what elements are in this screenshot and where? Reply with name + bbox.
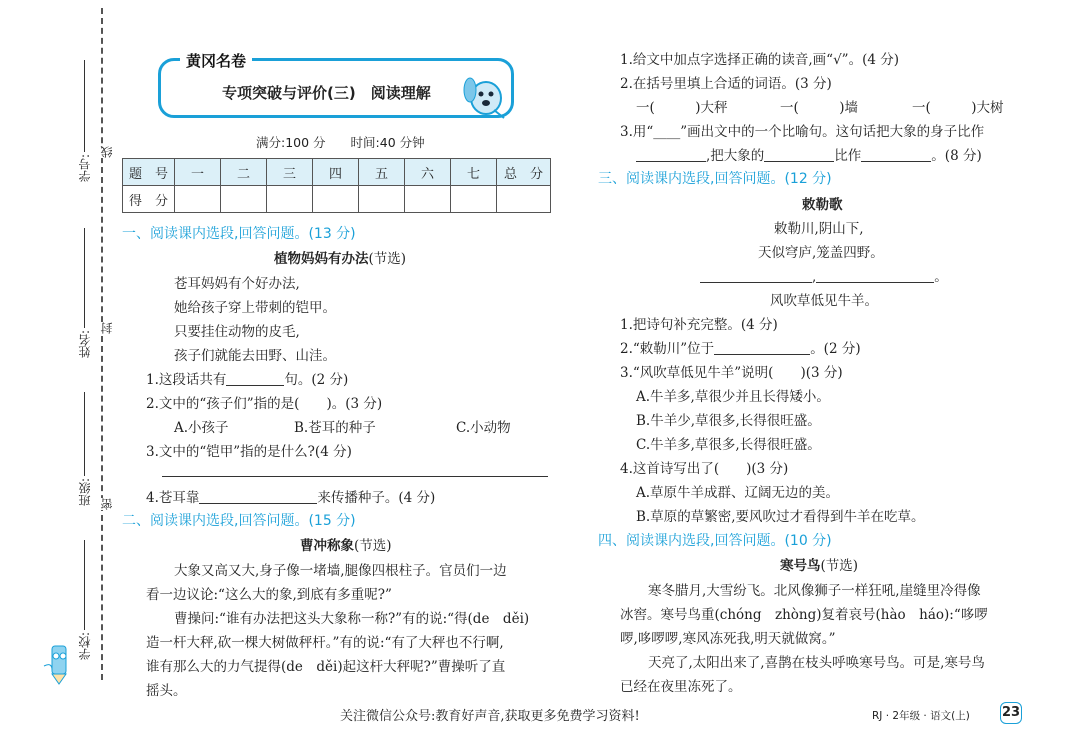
poem-line: 风吹草低见牛羊。 [770,293,878,309]
paragraph-line: 看一边议论:“这么大的象,到底有多重呢?” [146,587,392,603]
section-4-heading: 四、阅读课内选段,回答问题。(10 分) [598,533,832,549]
question-text: 1.这段话共有 [146,372,227,388]
question-1-4 [146,486,435,506]
school-line[interactable] [84,540,85,630]
option-a[interactable]: A.草原牛羊成群、辽阔无边的美。 [636,485,840,501]
score-header-cell: 六 [405,159,451,186]
score-header-cell: 总 分 [497,159,551,186]
question-1-3: 3.文中的“铠甲”指的是什么?(4 分) [146,444,352,460]
dog-mascot-icon [456,70,512,122]
paragraph-line: 冰窖。寒号鸟重(chóng zhòng)复着哀号(hào háo):“哆啰 [620,607,988,623]
option-c[interactable]: C.牛羊多,草很多,长得很旺盛。 [636,437,821,453]
pencil-mascot-icon [38,642,78,686]
paragraph-line: 摇头。 [146,683,187,699]
question-2-1: 1.给文中加点字选择正确的读音,画“√”。(4 分) [620,52,899,68]
answer-blank[interactable] [226,372,284,386]
section-1-title-text: 植物妈妈有办法 [274,251,369,267]
student-name-line[interactable] [84,228,85,328]
section-4-title-note: (节选) [820,558,859,574]
dashed-cut-line [101,8,103,680]
section-2-heading: 二、阅读课内选段,回答问题。(15 分) [122,513,356,529]
section-4-title [780,554,858,574]
paragraph-line: 谁有那么大的力气提得(de děi)起这杆大秤呢?”曹操听了直 [146,659,506,675]
fill-item[interactable]: 一( )墙 [780,100,859,116]
score-header-cell: 三 [267,159,313,186]
option-b[interactable]: B.苍耳的种子 [294,420,376,436]
question-text: 比作 [834,148,862,164]
poem-punct: 。 [934,269,948,285]
option-c[interactable]: C.小动物 [456,420,511,436]
poem-line: 孩子们就能去田野、山洼。 [174,348,336,364]
answer-line[interactable] [162,476,548,477]
score-header-cell: 二 [221,159,267,186]
section-1-heading: 一、阅读课内选段,回答问题。(13 分) [122,226,356,242]
score-header-cell: 题 号 [123,159,175,186]
answer-blank[interactable] [636,148,706,162]
score-table [122,158,551,213]
exam-meta: 满分:100 分 时间:40 分钟 [256,135,425,150]
section-4-title-text: 寒号鸟 [780,558,821,574]
score-header-cell: 四 [313,159,359,186]
seal-mark-line: 线 [100,146,114,158]
score-cell[interactable] [405,186,451,213]
answer-blank[interactable] [714,341,810,355]
score-cell[interactable] [451,186,497,213]
question-3-1: 1.把诗句补充完整。(4 分) [620,317,778,333]
score-cell[interactable] [313,186,359,213]
paragraph-line: 寒冬腊月,大雪纷飞。北风像狮子一样狂吼,崖缝里冷得像 [648,583,981,599]
answer-blank[interactable] [816,269,934,283]
question-3-2 [620,337,861,357]
page-number: 23 [1000,702,1022,724]
student-id-label: 学号: [78,154,92,183]
section-2-title-note: (节选) [354,538,392,554]
score-cell[interactable] [359,186,405,213]
question-text: 4.苍耳靠 [146,490,200,506]
question-2-3: 3.用“____”画出文中的一个比喻句。这句话把大象的身子比作 [620,124,985,140]
paragraph-line: 已经在夜里冻死了。 [620,679,742,695]
question-text: 来传播种子。(4 分) [317,490,436,506]
score-table-header-row [123,159,551,186]
question-text: 。(8 分) [931,148,982,164]
score-header-cell: 一 [175,159,221,186]
seal-mark-seal: 封 [100,322,114,334]
section-2-title [300,534,392,554]
poem-line: 天似穹庐,笼盖四野。 [758,245,884,261]
section-3-title: 敕勒歌 [802,197,843,213]
score-header-cell: 五 [359,159,405,186]
footer-grade: RJ · 2年级 · 语文(上) [872,710,970,722]
question-1-1 [146,368,348,388]
fill-item[interactable]: 一( )大树 [912,100,1004,116]
score-table-score-row [123,186,551,213]
question-text: ,把大象的 [706,148,765,164]
paragraph-line: 啰,哆啰啰,寒风冻死我,明天就做窝。” [620,631,836,647]
score-cell[interactable] [175,186,221,213]
footer-promo: 关注微信公众号:教育好声音,获取更多免费学习资料! [340,709,640,724]
poem-line: 只要挂住动物的皮毛, [174,324,300,340]
section-2-title-text: 曹冲称象 [300,538,354,554]
fill-item[interactable]: 一( )大秤 [636,100,728,116]
answer-blank[interactable] [700,269,812,283]
student-name-label: 姓名: [78,330,92,359]
poem-fill-line [700,265,948,285]
poem-line: 敕勒川,阴山下, [774,221,864,237]
poem-punct: , [812,269,817,285]
answer-blank[interactable] [861,148,931,162]
section-1-title [274,247,406,267]
question-3-4: 4.这首诗写出了( )(3 分) [620,461,789,477]
section-1-title-note: (节选) [368,251,407,267]
question-2-3-line-2 [636,144,982,164]
paragraph-line: 大象又高又大,身子像一堵墙,腿像四根柱子。官员们一边 [174,563,507,579]
option-a[interactable]: A.牛羊多,草很少并且长得矮小。 [636,389,830,405]
score-header-cell: 七 [451,159,497,186]
option-b[interactable]: B.牛羊少,草很多,长得很旺盛。 [636,413,821,429]
class-label: 班级: [78,478,92,507]
score-cell[interactable] [221,186,267,213]
answer-blank[interactable] [764,148,834,162]
question-3-3: 3.“风吹草低见牛羊”说明( )(3 分) [620,365,843,381]
page-title: 专项突破与评价(三) 阅读理解 [222,84,431,102]
paragraph-line: 造一杆大秤,砍一棵大树做秤杆。”有的说:“有了大秤也不行啊, [146,635,504,651]
question-text: 句。(2 分) [284,372,349,388]
question-text: 。(2 分) [810,341,861,357]
section-3-heading: 三、阅读课内选段,回答问题。(12 分) [598,171,832,187]
score-row-label: 得 分 [123,186,175,213]
seal-mark-close: 密 [100,498,114,510]
brand-logo: 黄冈名卷 [180,50,252,71]
option-a[interactable]: A.小孩子 [174,420,229,436]
class-line[interactable] [84,392,85,476]
school-label: 学校: [78,632,92,661]
poem-line: 苍耳妈妈有个好办法, [174,276,300,292]
option-b[interactable]: B.草原的草繁密,要风吹过才看得到牛羊在吃草。 [636,509,925,525]
poem-line: 她给孩子穿上带刺的铠甲。 [174,300,336,316]
score-cell[interactable] [267,186,313,213]
question-text: 2.“敕勒川”位于 [620,341,715,357]
paragraph-line: 天亮了,太阳出来了,喜鹊在枝头呼唤寒号鸟。可是,寒号鸟 [648,655,985,671]
paragraph-line: 曹操问:“谁有办法把这头大象称一称?”有的说:“得(de děi) [174,611,530,627]
score-cell[interactable] [497,186,551,213]
answer-blank[interactable] [199,490,317,504]
question-1-2: 2.文中的“孩子们”指的是( )。(3 分) [146,396,383,412]
student-id-line[interactable] [84,60,85,152]
question-2-2: 2.在括号里填上合适的词语。(3 分) [620,76,832,92]
